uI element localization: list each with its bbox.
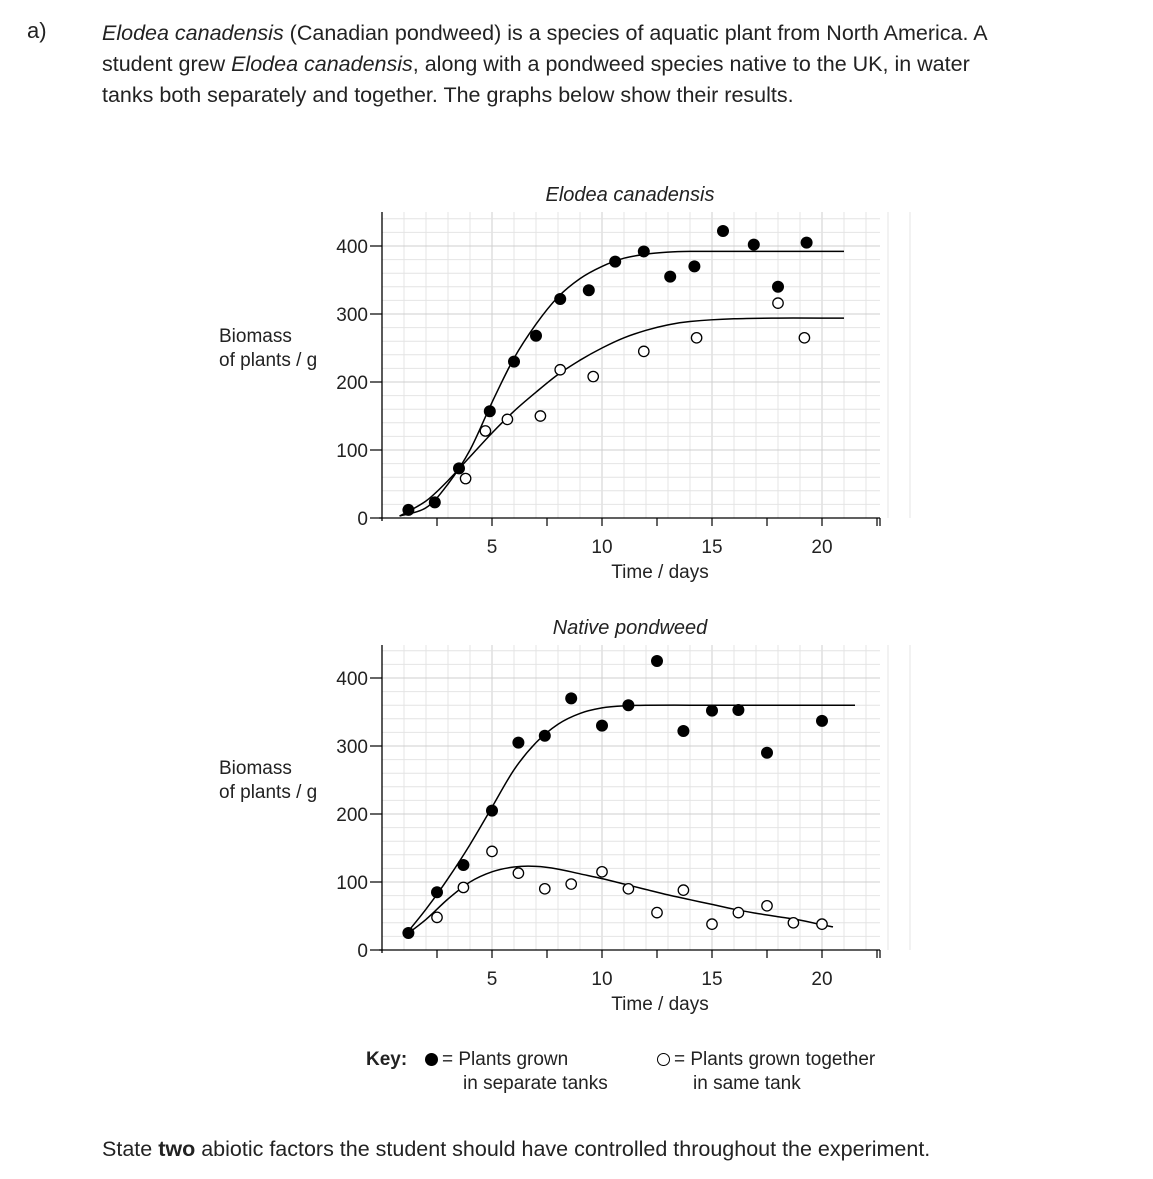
prompt-start: State (102, 1137, 159, 1161)
x-axis-label: Time / days (611, 562, 709, 583)
y-tick-label: 200 (336, 805, 368, 826)
data-point-separate (583, 284, 595, 296)
data-point-separate (664, 271, 676, 283)
data-point-separate (596, 720, 608, 732)
y-axis-label-line2: of plants / g (219, 350, 318, 371)
data-point-separate (554, 293, 566, 305)
fit-curve (400, 318, 844, 516)
data-point-separate (431, 886, 443, 898)
data-point-separate (651, 655, 663, 667)
data-point-together (707, 919, 717, 929)
data-point-separate (706, 705, 718, 717)
x-tick-label: 5 (486, 969, 498, 990)
data-point-together (432, 912, 442, 922)
x-tick-label: 5 (486, 537, 498, 558)
data-point-together (817, 919, 827, 929)
data-point-separate (429, 496, 441, 508)
y-tick-label: 200 (336, 373, 368, 394)
data-point-together (652, 907, 662, 917)
y-tick-label: 100 (336, 873, 368, 894)
data-point-separate (484, 405, 496, 417)
data-point-together (513, 868, 523, 878)
y-tick-label: 100 (336, 441, 368, 462)
x-tick-label: 15 (701, 969, 723, 990)
data-point-together (458, 882, 468, 892)
x-axis-label: Time / days (611, 994, 709, 1015)
data-point-separate (772, 281, 784, 293)
data-point-separate (816, 715, 828, 727)
question-prompt (102, 1137, 930, 1162)
data-point-separate (486, 805, 498, 817)
data-point-separate (609, 256, 621, 268)
species-name-1: Elodea canadensis (102, 21, 284, 45)
intro-part-2: , along with a pondweed species native to the UK, in water tanks both separately and together. The graphs below show their results. (102, 52, 970, 107)
data-point-separate (508, 356, 520, 368)
data-point-together (773, 298, 783, 308)
data-point-together (460, 473, 470, 483)
y-axis-label-line1: Biomass (219, 758, 292, 779)
x-tick-label: 10 (591, 537, 613, 558)
chart-title: Native pondweed (552, 617, 708, 639)
data-point-together (597, 867, 607, 877)
x-tick-label: 20 (811, 537, 833, 558)
data-point-separate (622, 699, 634, 711)
y-tick-label: 0 (357, 509, 368, 530)
open-circle-icon (657, 1053, 670, 1066)
data-point-together (762, 901, 772, 911)
data-point-together (639, 346, 649, 356)
key-together-line2: in same tank (693, 1073, 801, 1094)
data-point-separate (638, 245, 650, 257)
data-point-together (555, 365, 565, 375)
y-tick-label: 300 (336, 305, 368, 326)
prompt-bold: two (158, 1137, 196, 1161)
fit-curve (404, 705, 855, 936)
data-point-together (799, 333, 809, 343)
data-point-together (535, 411, 545, 421)
y-axis-label-line2: of plants / g (219, 782, 318, 803)
y-tick-label: 400 (336, 669, 368, 690)
question-label: a) (27, 18, 47, 43)
data-point-together (588, 371, 598, 381)
key-together-line1: = Plants grown together (674, 1049, 876, 1070)
data-point-together (540, 884, 550, 894)
x-tick-label: 20 (811, 969, 833, 990)
data-point-separate (565, 692, 577, 704)
key-together (657, 1048, 875, 1096)
data-point-together (502, 414, 512, 424)
data-point-together (487, 846, 497, 856)
key-separate (425, 1048, 608, 1096)
data-point-together (733, 907, 743, 917)
prompt-end: abiotic factors the student should have controlled throughout the experiment. (195, 1137, 931, 1161)
species-name-2: Elodea canadensis (231, 52, 413, 76)
y-tick-label: 300 (336, 737, 368, 758)
x-tick-label: 10 (591, 969, 613, 990)
data-point-together (480, 426, 490, 436)
y-tick-label: 400 (336, 237, 368, 258)
data-point-separate (530, 330, 542, 342)
data-point-separate (402, 927, 414, 939)
data-point-together (788, 918, 798, 928)
filled-circle-icon (425, 1053, 438, 1066)
data-point-separate (717, 225, 729, 237)
data-point-separate (688, 260, 700, 272)
x-tick-label: 15 (701, 537, 723, 558)
data-point-separate (801, 237, 813, 249)
data-point-separate (677, 725, 689, 737)
key-title: Key: (366, 1049, 408, 1070)
data-point-separate (402, 504, 414, 516)
y-axis-label-line1: Biomass (219, 326, 292, 347)
data-point-together (678, 885, 688, 895)
data-point-separate (453, 462, 465, 474)
data-point-separate (512, 737, 524, 749)
data-point-together (566, 879, 576, 889)
data-point-separate (457, 859, 469, 871)
chart-title: Elodea canadensis (545, 184, 715, 206)
key-separate-line2: in separate tanks (463, 1073, 608, 1094)
data-point-separate (761, 747, 773, 759)
y-tick-label: 0 (357, 941, 368, 962)
key-separate-line1: = Plants grown (442, 1049, 569, 1070)
data-point-separate (748, 239, 760, 251)
data-point-separate (539, 730, 551, 742)
data-point-together (691, 333, 701, 343)
data-point-together (623, 884, 633, 894)
intro-part-1: (Canadian pondweed) is a species of aquatic plant from North America. A student grew (102, 21, 987, 76)
data-point-separate (732, 704, 744, 716)
